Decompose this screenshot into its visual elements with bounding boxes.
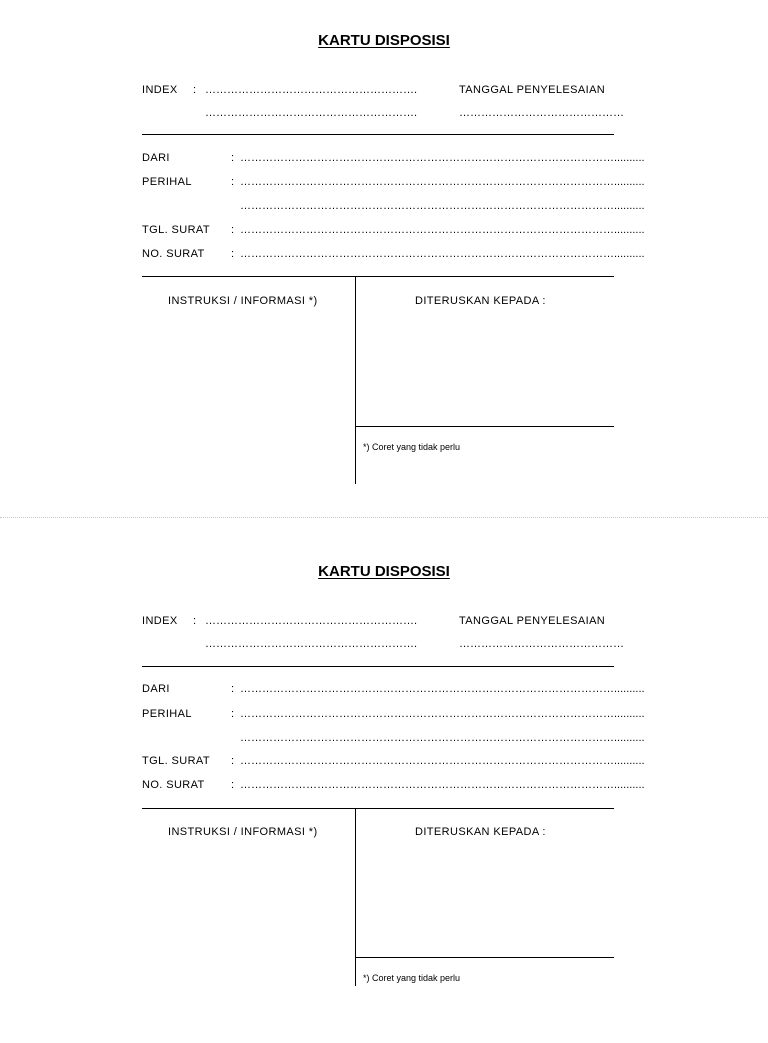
diteruskan-kepada-label: DITERUSKAN KEPADA : [415,826,546,838]
footnote: *) Coret yang tidak perlu [363,442,461,452]
tgl-surat-colon: : [231,755,235,767]
divider-top [142,666,614,667]
instruksi-informasi-label: INSTRUKSI / INFORMASI *) [168,295,318,307]
tgl-surat-label: TGL. SURAT [142,755,210,767]
disposition-card-1 [0,0,768,512]
card-title: KARTU DISPOSISI [318,563,450,580]
index-label: INDEX [142,84,178,96]
tgl-surat-label: TGL. SURAT [142,224,210,236]
dari-colon: : [231,152,235,164]
perihal-fill-line-2[interactable]: ………………………………………………………………………………………….......... [240,732,645,744]
index-label: INDEX [142,615,178,627]
divider-top [142,134,614,135]
column-divider [355,276,356,484]
perihal-label: PERIHAL [142,176,192,188]
divider-middle [142,808,614,809]
perihal-fill-line-1[interactable]: ………………………………………………………………………………………….......... [240,176,645,188]
no-surat-label: NO. SURAT [142,248,205,260]
diteruskan-kepada-label: DITERUSKAN KEPADA : [415,295,546,307]
disposition-card-2 [0,531,768,1043]
footnote: *) Coret yang tidak perlu [363,973,461,983]
index-fill-line-1[interactable]: …………………………………………………. [205,615,418,627]
tgl-surat-fill-line[interactable]: ………………………………………………………………………………………….......... [240,755,645,767]
dari-label: DARI [142,683,170,695]
tanggal-penyelesaian-label: TANGGAL PENYELESAIAN [459,615,606,627]
cut-line [0,517,768,518]
note-divider [355,426,614,427]
index-fill-line-2[interactable]: …………………………………………………. [205,107,418,119]
no-surat-colon: : [231,779,235,791]
tanggal-penyelesaian-fill-line[interactable]: ……………………………………… [459,638,624,650]
divider-middle [142,276,614,277]
dari-colon: : [231,683,235,695]
perihal-colon: : [231,176,235,188]
note-divider [355,957,614,958]
instruksi-informasi-label: INSTRUKSI / INFORMASI *) [168,826,318,838]
no-surat-fill-line[interactable]: ………………………………………………………………………………………….......... [240,779,645,791]
column-divider [355,808,356,986]
perihal-fill-line-1[interactable]: ………………………………………………………………………………………….......... [240,708,645,720]
tgl-surat-fill-line[interactable]: ………………………………………………………………………………………….......... [240,224,645,236]
card-title: KARTU DISPOSISI [318,32,450,49]
index-fill-line-2[interactable]: …………………………………………………. [205,638,418,650]
index-fill-line-1[interactable]: …………………………………………………. [205,84,418,96]
index-colon: : [193,84,197,96]
dari-fill-line[interactable]: ………………………………………………………………………………………….......... [240,152,645,164]
no-surat-fill-line[interactable]: ………………………………………………………………………………………….......... [240,248,645,260]
index-colon: : [193,615,197,627]
no-surat-label: NO. SURAT [142,779,205,791]
perihal-label: PERIHAL [142,708,192,720]
tgl-surat-colon: : [231,224,235,236]
tanggal-penyelesaian-fill-line[interactable]: ……………………………………… [459,107,624,119]
dari-label: DARI [142,152,170,164]
no-surat-colon: : [231,248,235,260]
dari-fill-line[interactable]: ………………………………………………………………………………………….......... [240,683,645,695]
tanggal-penyelesaian-label: TANGGAL PENYELESAIAN [459,84,606,96]
perihal-colon: : [231,708,235,720]
perihal-fill-line-2[interactable]: ………………………………………………………………………………………….......... [240,200,645,212]
